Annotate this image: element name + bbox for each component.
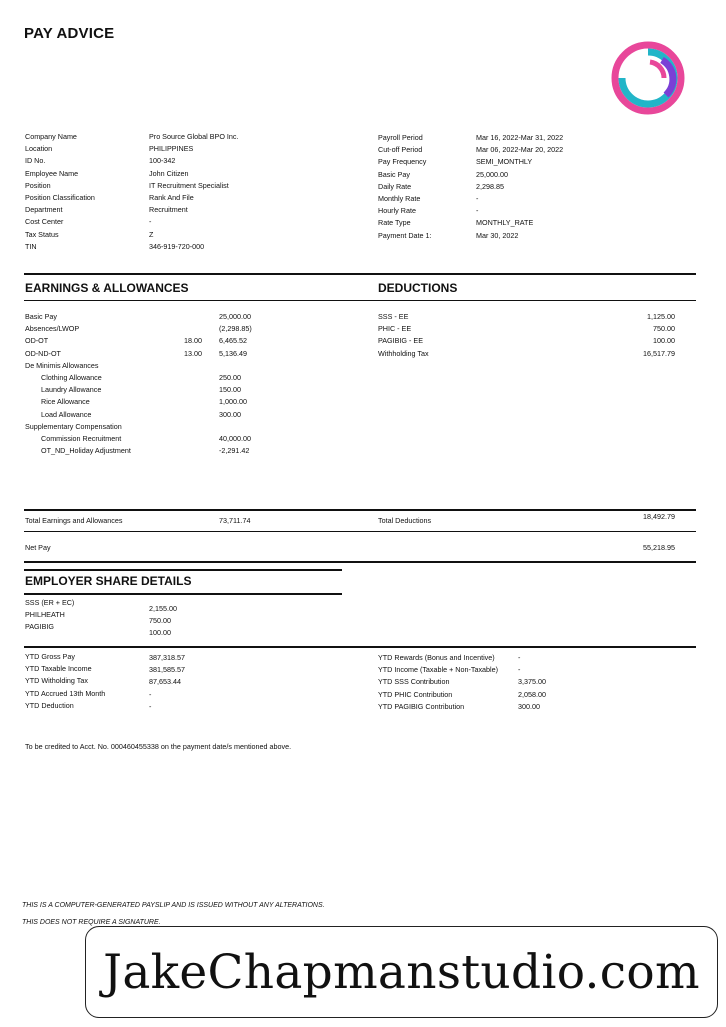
earnings-amounts: 25,000.00 (2,298.85) 6,465.52 5,136.49 250.00 150.00 1,000.00 300.00 40,000.00 -2,291.42 — [219, 312, 252, 456]
deductions-labels: SSS - EE PHIC - EE PAGIBIG - EE Withholding Tax — [378, 312, 429, 358]
earnings-header: EARNINGS & ALLOWANCES — [25, 281, 189, 295]
net-pay-value: 55,218.95 — [643, 543, 675, 552]
divider — [24, 531, 696, 532]
deductions-header: DEDUCTIONS — [378, 281, 458, 295]
total-earnings-value: 73,711.74 — [219, 516, 251, 525]
divider — [24, 569, 342, 571]
ytd-left-values: 387,318.57 381,585.57 87,653.44 - - — [149, 653, 185, 711]
earnings-hours: 18.00 13.00 — [184, 336, 202, 358]
total-earnings-label: Total Earnings and Allowances — [25, 516, 123, 525]
divider — [24, 593, 342, 595]
info-right-labels: Payroll Period Cut-off Period Pay Frequency Basic Pay Daily Rate Monthly Rate Hourly Rate Rate Type Payment Date 1: — [378, 133, 432, 240]
earnings-labels: Basic Pay Absences/LWOP OD-OT OD-ND-OT De Minimis Allowances Clothing Allowance Laundry Allowance Rice Allowance Load Allowance Supplementary Compensation Commission Recruitment OT_ND_Holiday Adjustment — [25, 312, 131, 456]
total-deductions-value: 18,492.79 — [643, 512, 675, 521]
info-left-labels: Company Name Location ID No. Employee Name Position Position Classification Department Cost Center Tax Status TIN — [25, 132, 95, 251]
employer-share-header: EMPLOYER SHARE DETAILS — [25, 574, 192, 588]
footer-signature-note: THIS DOES NOT REQUIRE A SIGNATURE. — [22, 919, 161, 926]
company-logo — [606, 40, 690, 116]
net-pay-label: Net Pay — [25, 543, 51, 552]
divider — [24, 273, 696, 275]
watermark-text: JakeChapmanstudio.com — [103, 944, 700, 1000]
divider — [24, 509, 696, 511]
info-right-values: Mar 16, 2022-Mar 31, 2022 Mar 06, 2022-Mar 20, 2022 SEMI_MONTHLY 25,000.00 2,298.85 - - MONTHLY_RATE Mar 30, 2022 — [476, 133, 564, 240]
total-deductions-label: Total Deductions — [378, 516, 432, 525]
divider — [24, 646, 696, 648]
ytd-right-values: - - 3,375.00 2,058.00 300.00 — [518, 653, 546, 711]
employer-share-values: 2,155.00 750.00 100.00 — [149, 604, 177, 638]
watermark-banner — [85, 926, 718, 1018]
divider — [24, 561, 696, 563]
deductions-amounts: 1,125.00 750.00 100.00 16,517.79 — [643, 312, 675, 358]
ytd-left-labels: YTD Gross Pay YTD Taxable Income YTD Witholding Tax YTD Accrued 13th Month YTD Deduction — [25, 652, 106, 710]
info-left-values: Pro Source Global BPO Inc. PHILIPPINES 100-342 John Citizen IT Recruitment Specialist Rank And File Recruitment - Z 346-919-720-000 — [149, 132, 239, 251]
footer-disclaimer: THIS IS A COMPUTER-GENERATED PAYSLIP AND IS ISSUED WITHOUT ANY ALTERATIONS. — [22, 902, 325, 909]
employer-share-labels: SSS (ER + EC) PHILHEATH PAGIBIG — [25, 598, 75, 632]
ring-logo-icon — [606, 40, 690, 116]
divider — [24, 300, 696, 301]
ytd-right-labels: YTD Rewards (Bonus and Incentive) YTD Income (Taxable + Non-Taxable) YTD SSS Contribution YTD PHIC Contribution YTD PAGIBIG Contribution — [378, 653, 499, 711]
page-title: PAY ADVICE — [24, 25, 115, 42]
credit-note: To be credited to Acct. No. 000460455338 on the payment date/s mentioned above. — [25, 742, 292, 751]
